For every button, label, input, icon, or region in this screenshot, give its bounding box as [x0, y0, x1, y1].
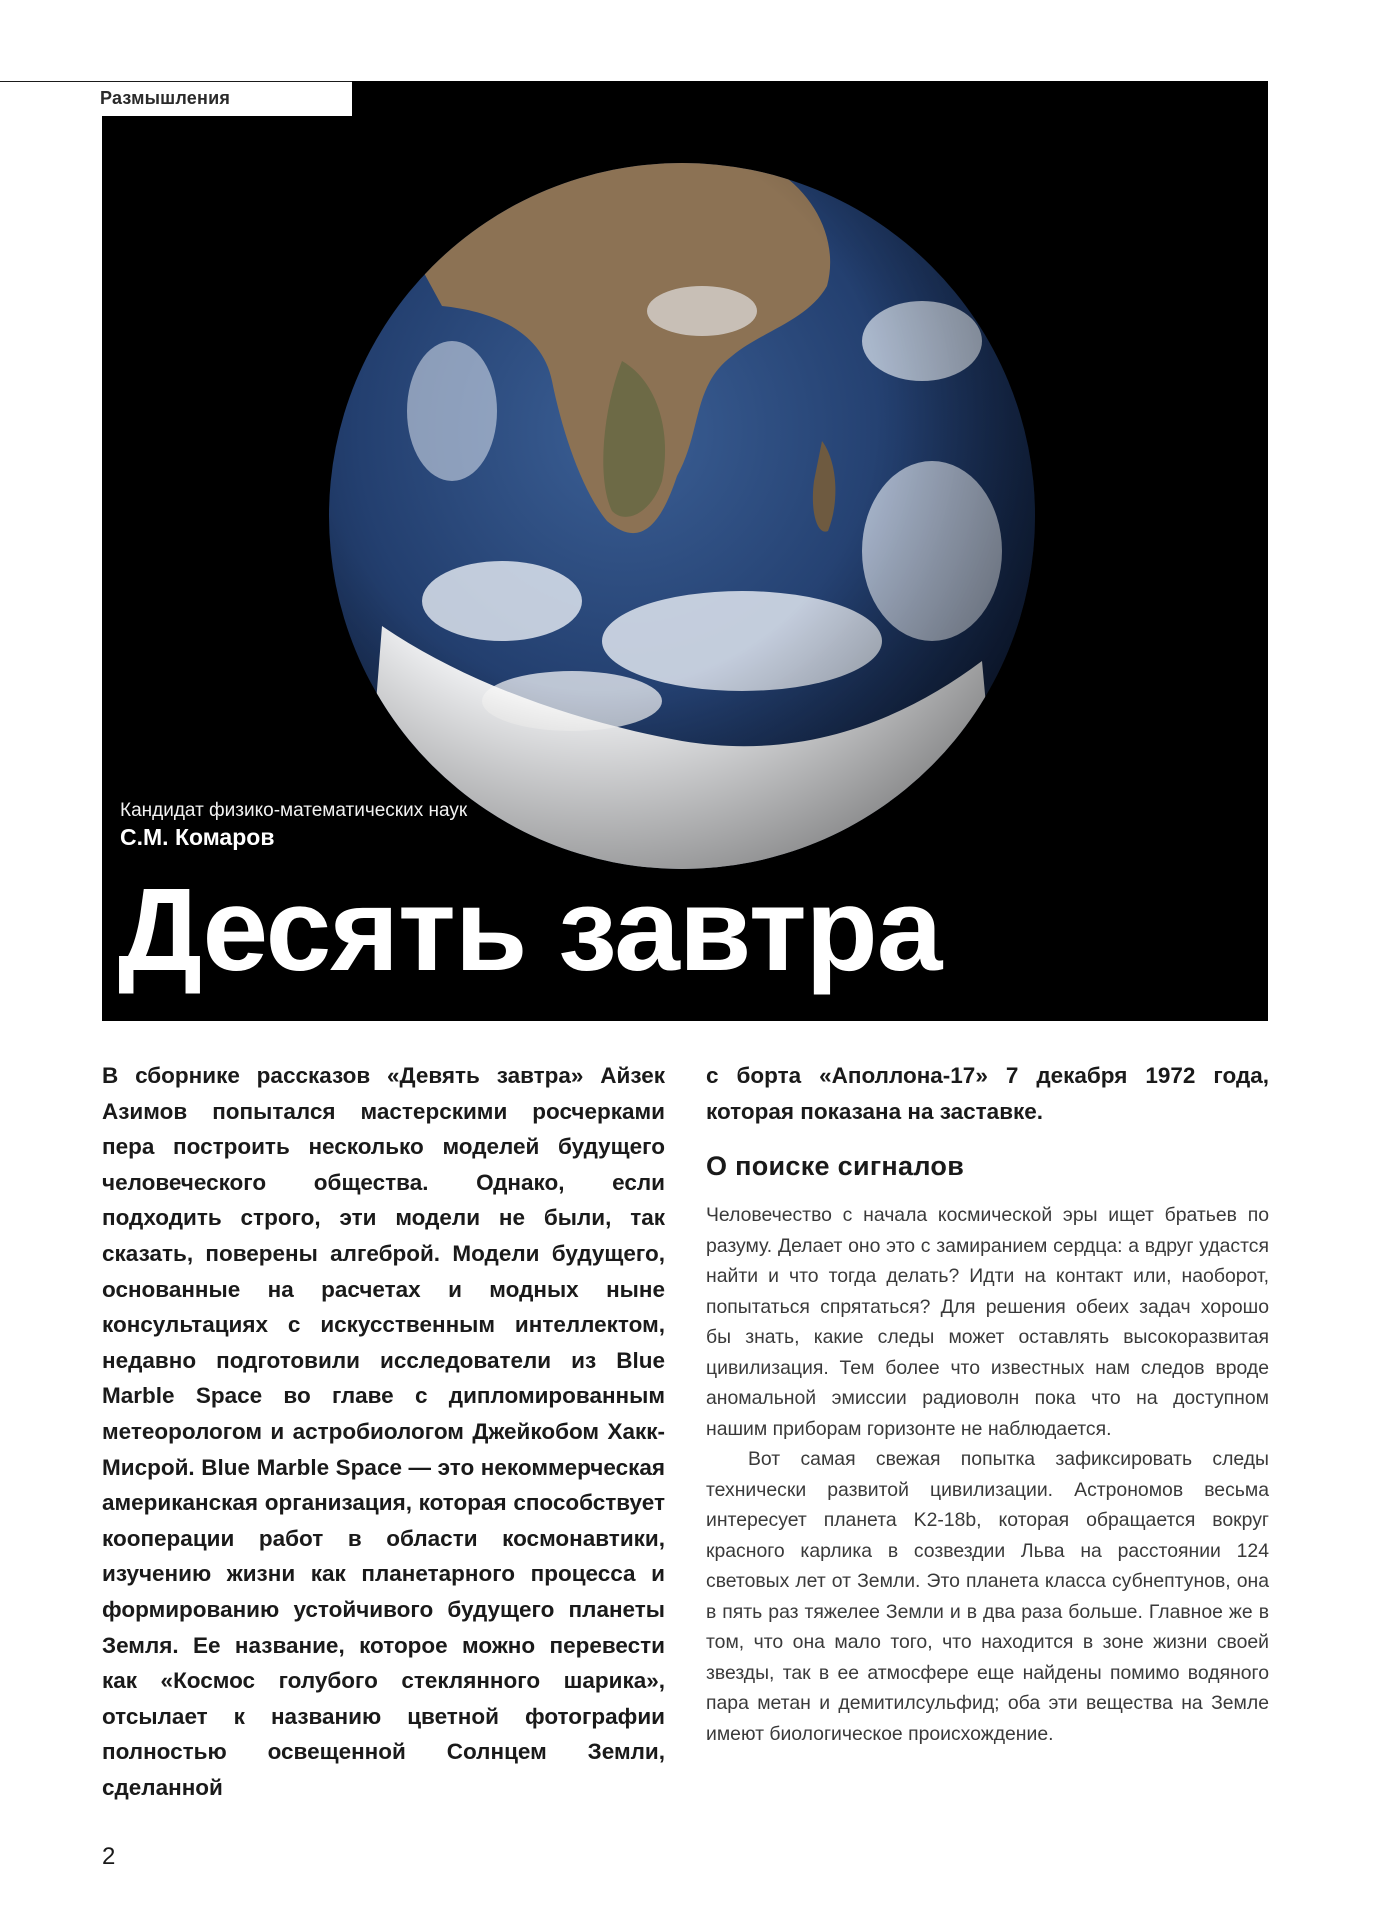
right-column	[706, 1058, 1269, 1749]
body-paragraph-2: Вот самая свежая попытка зафиксировать следы технически развитой цивилизации. Астрономов весьма интересует планета K2-18b, которая обращается вокруг красного карлика в созвездии Льва на расстоянии 124 световых лет от Земли. Это планета класса субнептунов, она в пять раз тяжелее Земли и в два раза больше. Главное же в том, что она мало того, что находится в зоне жизни своей звезды, так в ее атмосфере еще найдены помимо водяного пара метан и демитилсульфид; оба эти вещества на Земле имеют биологическое происхождение.	[706, 1448, 1269, 1745]
section-subheading: О поиске сигналов	[706, 1151, 965, 1182]
body-paragraph-1: Человечество с начала космической эры ищет братьев по разуму. Делает оно это с замиранием сердца: а вдруг удастся найти и что тогда делать? Идти на контакт или, наоборот, попытаться спрятаться? Для решения обеих задач хорошо бы знать, какие следы может оставлять высокоразвитая цивилизация. Тем более что известных нам следов вроде аномальной эмиссии радиоволн пока что на доступном нашим приборам горизонте не наблюдается.	[706, 1204, 1269, 1440]
lead-paragraph-left: В сборнике рассказов «Девять завтра» Айзек Азимов попытался мастерскими росчерками пера построить несколько моделей будущего человеческого общества. Однако, если подходить строго, эти модели не были, так сказать, поверены алгеброй. Модели будущего, основанные на расчетах и модных ныне консультациях с искусственным интеллектом, недавно подготовили исследователи из Blue Marble Space во главе с дипломированным метеорологом и астробиологом Джейкобом Хакк-Мисрой. Blue Marble Space — это некоммерческая американская организация, которая способствует кооперации работ в области космонавтики, изучению жизни как планетарного процесса и формированию устойчивого будущего планеты Земля. Ее название, которое можно перевести как «Космос голубого стеклянного шарика», отсылает к названию цветной фотографии полностью освещенной Солнцем Земли, сделанной	[102, 1063, 665, 1800]
section-label: Размышления	[100, 88, 231, 108]
lead-paragraph-continued: с борта «Аполлона-17» 7 декабря 1972 года, которая показана на заставке.	[706, 1063, 1269, 1124]
byline-role: Кандидат физико-математических наук	[120, 800, 468, 821]
byline-author: С.М. Комаров	[120, 824, 275, 850]
page-number: 2	[102, 1843, 116, 1870]
section-tab	[0, 81, 352, 116]
article-title: Десять завтра	[118, 864, 942, 996]
